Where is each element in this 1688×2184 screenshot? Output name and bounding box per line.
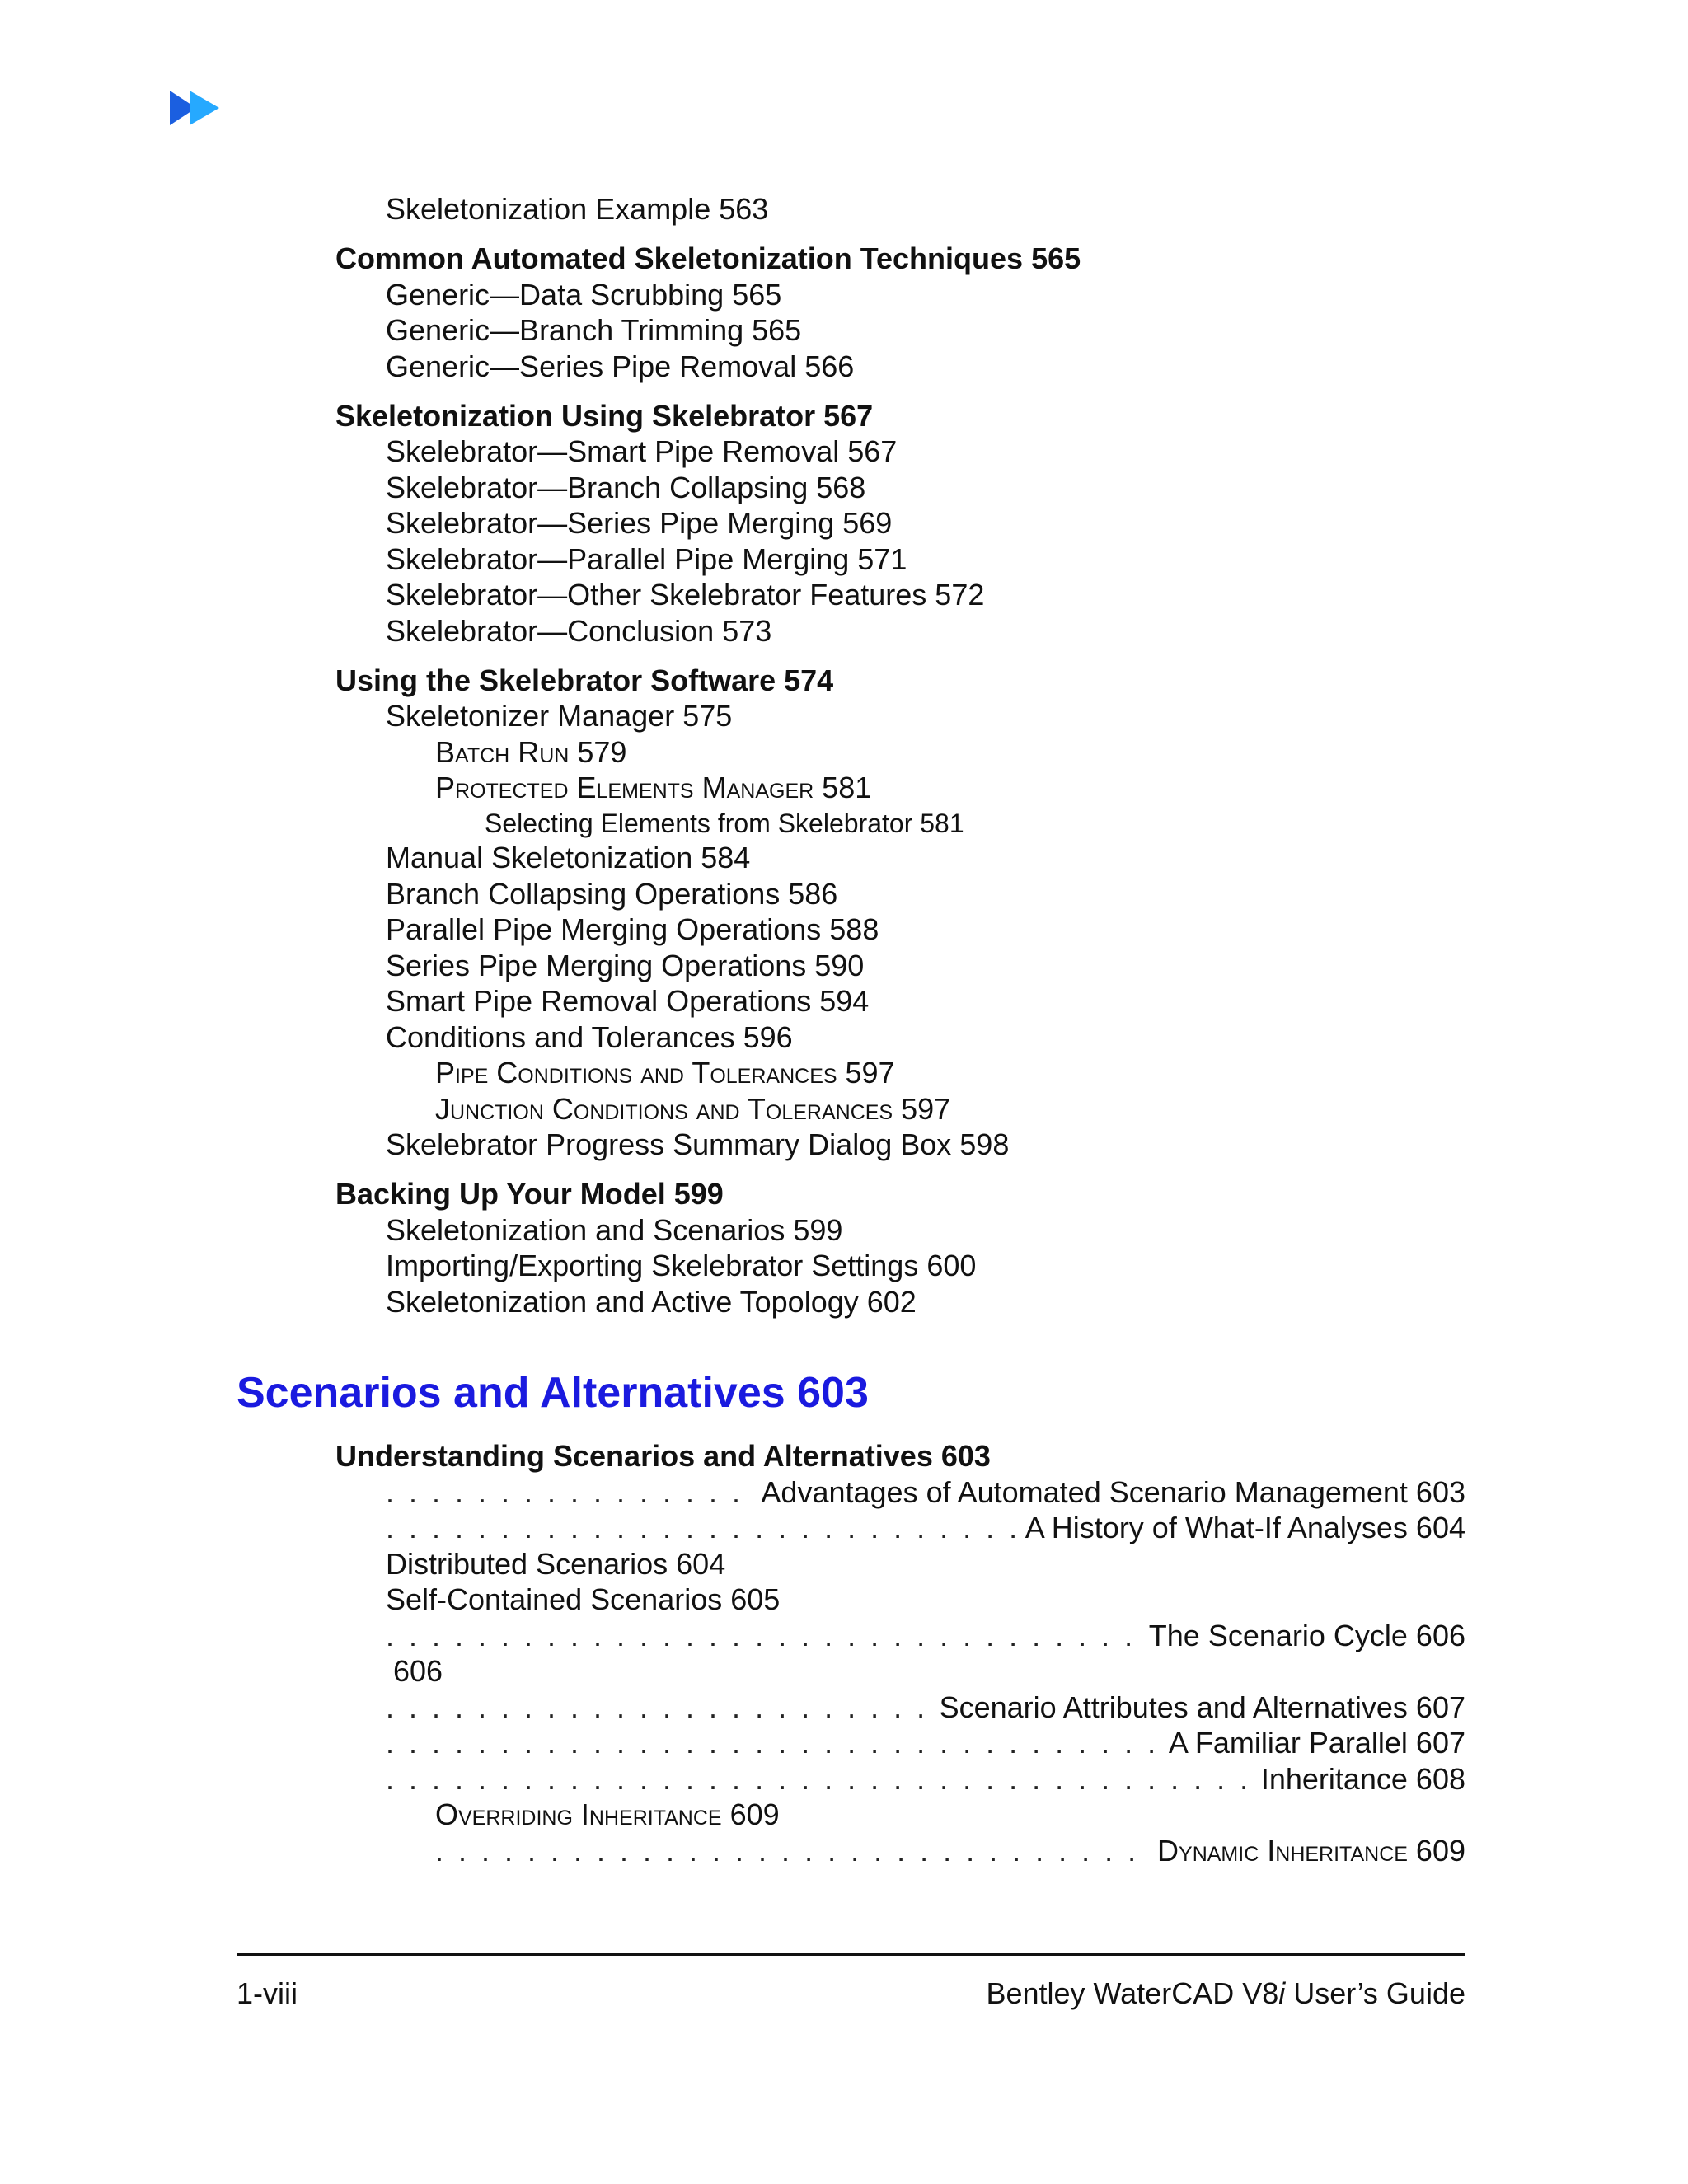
toc-entry-text: A History of What-If Analyses 604 [1025, 1511, 1465, 1544]
toc-page-number: 606 [393, 1654, 443, 1688]
dot-leader [386, 1693, 935, 1722]
dot-leader [386, 1765, 1256, 1794]
document-title-prefix: Bentley WaterCAD V8 [986, 1976, 1279, 2010]
chapter-heading[interactable]: Scenarios and Alternatives 603 [237, 1369, 869, 1417]
toc-entry-text: Advantages of Automated Scenario Management 603 [761, 1475, 1465, 1509]
toc-subentry[interactable]: Batch Run 579 [435, 735, 627, 769]
toc-entry[interactable]: Generic—Branch Trimming 565 [386, 313, 802, 347]
toc-entry-text: Dynamic Inheritance 609 [1157, 1834, 1465, 1868]
toc-entry[interactable]: Skelebrator—Smart Pipe Removal 567 [386, 434, 898, 468]
toc-entry-text: The Scenario Cycle 606 [1148, 1619, 1465, 1652]
toc-section-heading[interactable]: Using the Skelebrator Software 574 [335, 663, 834, 697]
toc-entry[interactable]: Skelebrator—Conclusion 573 [386, 614, 772, 648]
toc-leader-entry[interactable] [435, 1836, 1465, 1866]
toc-entry[interactable]: Skeletonization and Scenarios 599 [386, 1213, 843, 1247]
toc-entry[interactable]: Self-Contained Scenarios 605 [386, 1582, 781, 1616]
page-number: 1-viii [237, 1976, 298, 2010]
toc-subentry[interactable]: Protected Elements Manager 581 [435, 771, 872, 804]
document-title-italic: i [1278, 1976, 1286, 2010]
toc-entry-text: Inheritance 608 [1260, 1762, 1465, 1796]
dot-leader [386, 1728, 1164, 1758]
toc-entry[interactable]: Distributed Scenarios 604 [386, 1547, 726, 1581]
toc-leader-entry[interactable] [386, 1728, 1465, 1758]
toc-entry[interactable]: Skelebrator—Series Pipe Merging 569 [386, 506, 893, 540]
toc-entry-text: A Familiar Parallel 607 [1168, 1726, 1465, 1760]
toc-leader-entry[interactable] [386, 1690, 1465, 1724]
dot-leader [386, 1621, 1144, 1651]
toc-section-heading[interactable]: Skeletonization Using Skelebrator 567 [335, 399, 874, 433]
toc-entry[interactable]: Skeletonization Example 563 [386, 192, 769, 226]
toc-section-heading[interactable]: Backing Up Your Model 599 [335, 1177, 724, 1211]
toc-leader-entry[interactable] [386, 1621, 1465, 1651]
toc-entry[interactable]: Branch Collapsing Operations 586 [386, 877, 838, 911]
toc-leader-entry[interactable] [386, 1475, 1465, 1509]
toc-entry[interactable]: Importing/Exporting Skelebrator Settings 600 [386, 1249, 977, 1282]
toc-entry[interactable]: Generic—Data Scrubbing 565 [386, 278, 782, 312]
dot-leader [435, 1836, 1152, 1866]
document-title-suffix: User’s Guide [1285, 1976, 1465, 2010]
toc-subentry[interactable]: Pipe Conditions and Tolerances 597 [435, 1056, 895, 1090]
toc-section-heading[interactable]: Common Automated Skeletonization Techniques 565 [335, 241, 1081, 275]
dot-leader [386, 1478, 756, 1507]
toc-leader-entry[interactable] [386, 1762, 1465, 1796]
toc-entry[interactable]: Conditions and Tolerances 596 [386, 1020, 793, 1054]
toc-entry[interactable]: Parallel Pipe Merging Operations 588 [386, 912, 879, 946]
toc-entry[interactable]: Skelebrator—Other Skelebrator Features 572 [386, 578, 985, 612]
toc-entry[interactable]: Manual Skeletonization 584 [386, 841, 751, 874]
toc-entry[interactable]: Smart Pipe Removal Operations 594 [386, 984, 870, 1018]
toc-entry[interactable]: Skelebrator Progress Summary Dialog Box 598 [386, 1127, 1010, 1161]
toc-entry[interactable]: Skeletonization and Active Topology 602 [386, 1285, 917, 1319]
toc-subsubentry[interactable]: Selecting Elements from Skelebrator 581 [485, 808, 964, 838]
toc-subentry[interactable]: Junction Conditions and Tolerances 597 [435, 1092, 951, 1126]
toc-entry-text: Scenario Attributes and Alternatives 607 [939, 1690, 1465, 1724]
toc-entry[interactable]: Skelebrator—Parallel Pipe Merging 571 [386, 542, 907, 576]
toc-entry[interactable]: Skelebrator—Branch Collapsing 568 [386, 471, 866, 504]
toc-entry[interactable]: Skeletonizer Manager 575 [386, 699, 733, 733]
dot-leader [386, 1513, 1020, 1543]
toc-entry[interactable]: Generic—Series Pipe Removal 566 [386, 349, 855, 383]
toc-entry[interactable]: Series Pipe Merging Operations 590 [386, 949, 865, 982]
toc-section-heading[interactable]: Understanding Scenarios and Alternatives 603 [335, 1439, 991, 1473]
fast-forward-icon[interactable] [170, 91, 223, 125]
footer-rule [237, 1953, 1465, 1956]
document-title [986, 1976, 1465, 2011]
toc-subentry[interactable]: Overriding Inheritance 609 [435, 1797, 780, 1831]
toc-leader-entry[interactable] [386, 1513, 1465, 1543]
